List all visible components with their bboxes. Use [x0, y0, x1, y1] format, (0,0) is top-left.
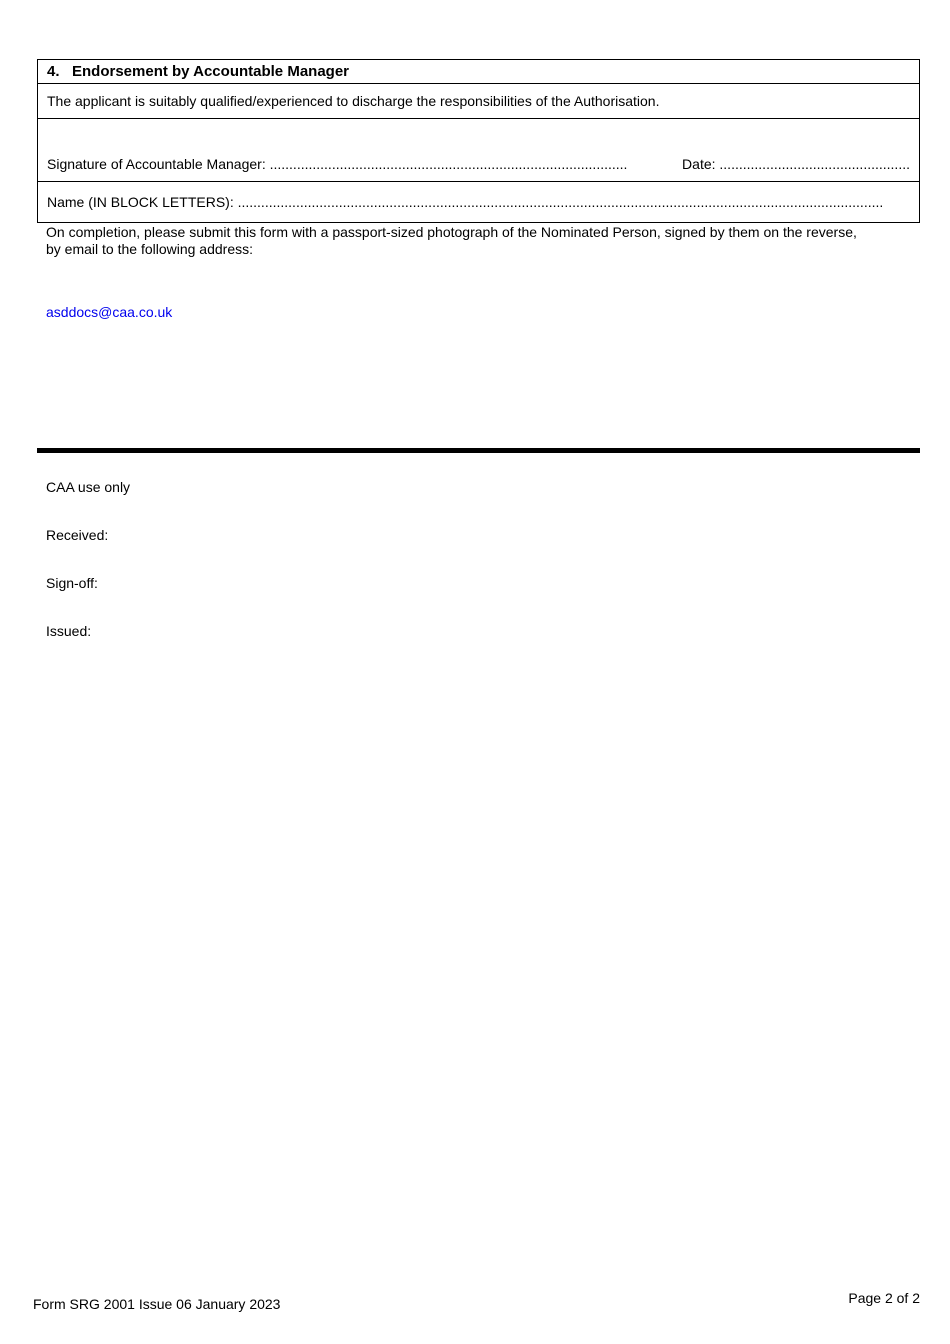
signoff-label: Sign-off:: [46, 575, 98, 591]
statement-text: The applicant is suitably qualified/experienced to discharge the responsibilities of the Authorisation.: [38, 84, 920, 119]
section-title: Endorsement by Accountable Manager: [72, 63, 350, 80]
date-field[interactable]: Date: .................................................: [682, 156, 910, 172]
section-heading: [38, 60, 920, 84]
issued-label: Issued:: [46, 623, 92, 639]
page-number: Page 2 of 2: [848, 1290, 920, 1306]
form-reference: Form SRG 2001 Issue 06 January 2023: [33, 1296, 281, 1312]
name-row: [38, 182, 920, 223]
signature-row: [38, 119, 920, 182]
email-link[interactable]: asddocs@caa.co.uk: [46, 304, 173, 320]
name-field[interactable]: Name (IN BLOCK LETTERS): ......................................................................................................................................................................: [38, 182, 920, 223]
instructions-line-2: by email to the following address:: [46, 241, 253, 257]
signature-cell: [38, 119, 920, 182]
section-heading-row: [38, 60, 920, 84]
section-divider: [37, 448, 920, 453]
endorsement-section-table: [37, 59, 920, 223]
signature-field[interactable]: Signature of Accountable Manager: ............................................................................................: [47, 156, 628, 172]
submission-instructions: [46, 224, 906, 258]
instructions-line-1: On completion, please submit this form with a passport-sized photograph of the Nominated Person, signed by them on the reverse,: [46, 224, 857, 240]
statement-row: [38, 84, 920, 119]
caa-use-heading: CAA use only: [46, 479, 131, 495]
received-label: Received:: [46, 527, 109, 543]
section-number: 4.: [47, 63, 60, 80]
